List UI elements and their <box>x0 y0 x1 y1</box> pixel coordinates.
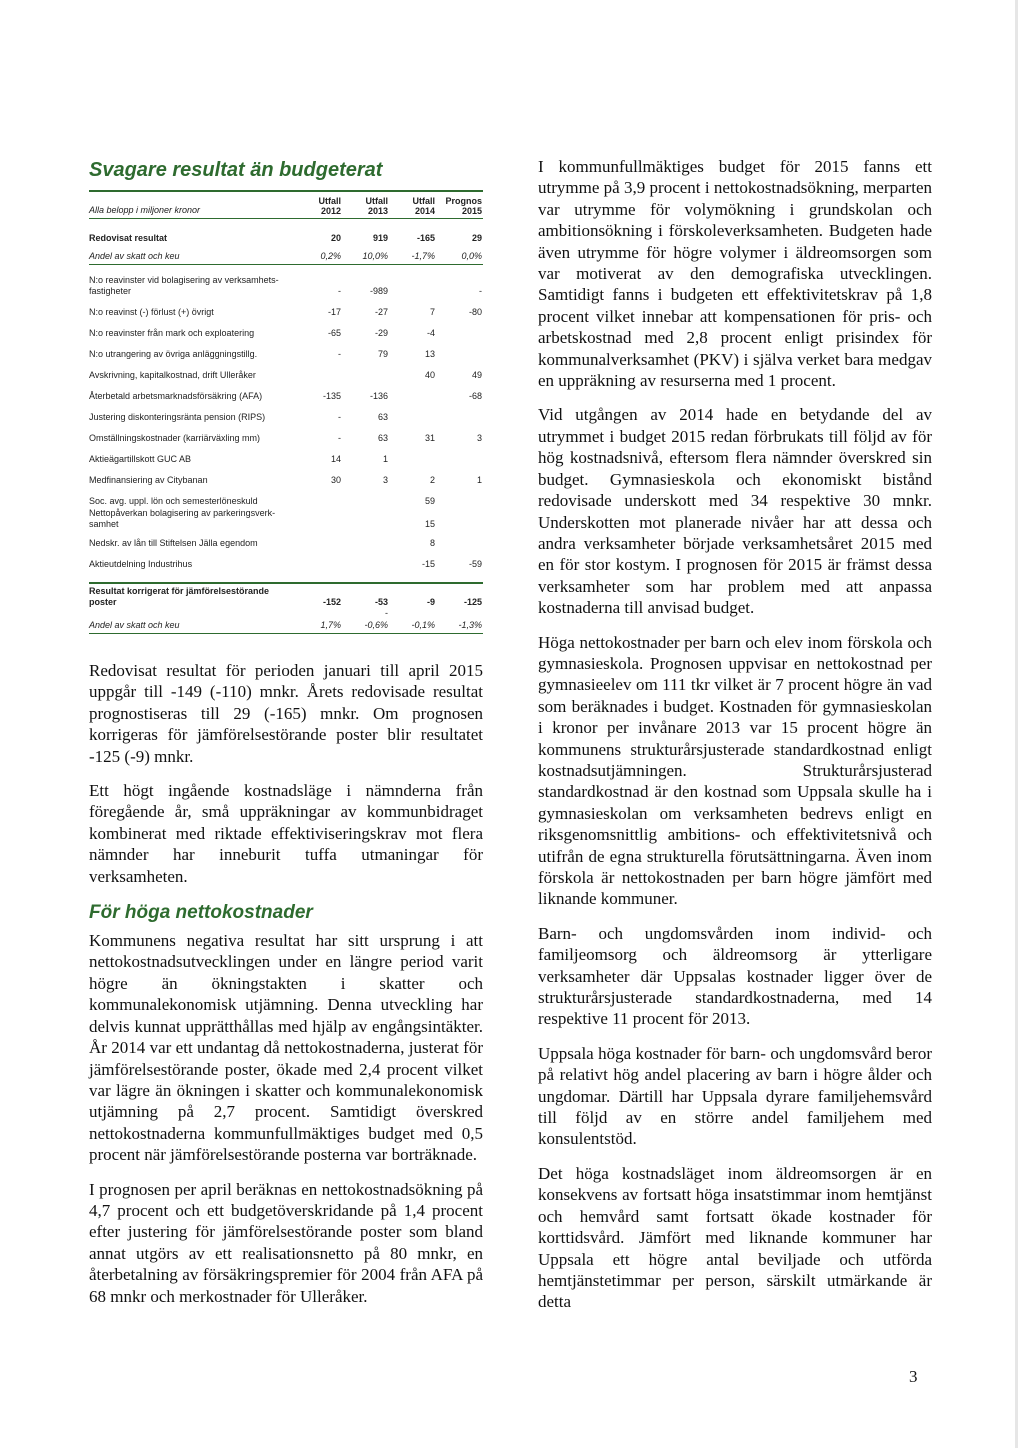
table-row: Avskrivning, kapitalkostnad, drift Ulleråker 40 49 <box>89 370 482 380</box>
table-row: Medfinansiering av Citybanan 30 3 2 1 <box>89 475 482 485</box>
col-header: Utfall 2014 <box>412 196 435 216</box>
table-row: Aktieägartillskott GUC AB 14 1 <box>89 454 388 464</box>
paragraph: Barn- och ungdomsvården inom individ- och familjeomsorg och äldreomsorg är ytterligare verksamheter där Uppsalas kostnader ligger över de strukturårsjusterade standardkostnaderna, med 14 respektive 11 procent för 2013. <box>538 923 932 1029</box>
right-column <box>538 156 932 1326</box>
results-table <box>89 190 483 634</box>
table-row: Andel av skatt och keu 1,7% -0,6% -0,1% -1,3% <box>89 620 483 634</box>
table-row-total: Resultat korrigerat för jämförelsestörande poster -152 -53 -9 -125 <box>89 582 483 608</box>
section-title: För höga nettokostnader <box>89 902 313 924</box>
table-row: N:o reavinst (-) förlust (+) övrigt -17 -27 7 -80 <box>89 307 482 317</box>
paragraph: Uppsala höga kostnader för barn- och ungdomsvård beror på relativt hög andel placering av barn i högre ålder och ungdomar. Därtill har Uppsala dyrare familjehemsvård till följd av en större andel familjehem med konsulentstöd. <box>538 1043 932 1149</box>
table-header <box>89 190 483 219</box>
table-row: N:o utrangering av övriga anläggningstillg. - 79 13 <box>89 349 435 359</box>
paragraph: Höga nettokostnader per barn och elev inom förskola och gymnasieskola. Prognosen uppvisar en nettokostnad per gymnasieelev om 111 tkr vilket är 7 procent högre än vad som beräknades i budget. Kostnaden för gymnasieskolan i kronor per invånare 2013 var 15 procent högre än kommunens strukturårsjusterade standardkostnad enligt kostnadsutjämningen. Strukturårsjusterad standardkostnad är den kostnad som Uppsala skulle ha i gymnasieskolan om verksamheten bedrevs enligt en riksgenomsnittlig ambitions- och effektivitetsnivå och utifrån de egna strukturella förutsättningarna. Även inom förskola är nettokostnaden per barn högre jämfört med liknande kommuner. <box>538 632 932 909</box>
table-row: Soc. avg. uppl. lön och semesterlöneskuld 59 <box>89 496 435 506</box>
paragraph: Kommunens negativa resultat har sitt ursprung i att nettokostnadsutvecklingen under en längre period varit högre än ökningstakten i skatter och kommunalekonomisk utjämning. Denna utveckling har delvis kunnat upprätthållas med hjälp av engångsintäkter. År 2014 var ett undantag då nettokostnaderna, justerat för jämförelsestörande poster, ökade med 2,4 procent vilket var lägre än ökningen i skatter och kommunalekonomisk utjämning på 2,7 procent. Samtidigt överskred nettokostnaderna kommunfullmäktiges budget med 0,5 procent när jämförelsestörande posterna var borträknade. <box>89 931 483 1165</box>
unit-label: Alla belopp i miljoner kronor <box>89 205 201 215</box>
table-row: Justering diskonteringsränta pension (RIPS) - 63 <box>89 412 388 422</box>
page-edge <box>1015 0 1018 1448</box>
table-row: Nedskr. av lån till Stiftelsen Jälla egendom 8 <box>89 538 435 548</box>
figure-title: Svagare resultat än budgeterat <box>89 159 383 181</box>
paragraph: Vid utgången av 2014 hade en betydande del av utrymmet i budget 2015 redan förbrukats till följd av för hög kostnadsnivå, eftersom flera nämnder överskred sin budget. Gymnasieskola och ekonomiskt bistånd redovisade underskott med 34 respektive 30 mnkr. Underskotten mot planerade nivåer har att dessa och andra verksamheter började verksamhetsåret 2015 med en för stor kostym. I prognosen för 2015 är främst dessa verksamheter som har problem med att anpassa kostnaderna till anvisad budget. <box>538 405 932 618</box>
paragraph: I kommunfullmäktiges budget för 2015 fanns ett utrymme på 3,9 procent i nettokostnadsökning, merparten var utrymme för volymökning i grundskolan och ambitionsökning i förskoleverksamheten. Budgeten hade även utrymme för högre volymer i äldreomsorgen som var motiverat av den demografiska utvecklingen. Samtidigt fanns i budgeten ett effektivitetskrav på 1,8 procent vilket innebar att kompensationen för pris- och arbetskostnad med 2,8 procent enligt prisindex för kommunalverksamhet (PKV) i själva verket bara medgav en uppräkning av resurserna med 1 procent. <box>538 157 932 391</box>
left-column <box>89 158 483 1320</box>
page-number: 3 <box>909 1367 918 1386</box>
col-header: Prognos 2015 <box>445 196 482 216</box>
table-row: Redovisat resultat 20 919 -165 29 <box>89 233 482 243</box>
col-header: Utfall 2013 <box>365 196 388 216</box>
paragraph: Redovisat resultat för perioden januari till april 2015 uppgår till -149 (-110) mnkr. Årets redovisade resultat prognostiseras till 29 (-165) mnkr. Om prognosen korrigeras för jämförelsestörande poster blir resultatet -125 (-9) mnkr. <box>89 661 483 766</box>
table-row: Andel av skatt och keu 0,2% 10,0% -1,7% 0,0% <box>89 251 483 265</box>
col-header: Utfall 2012 <box>318 196 341 216</box>
table-row: Nettopåverkan bolagisering av parkeringsverk-samhet 15 <box>89 508 435 529</box>
table-row: Återbetald arbetsmarknadsförsäkring (AFA) -135 -136 -68 <box>89 391 482 401</box>
table-row: Omställningskostnader (karriärväxling mm) - 63 31 3 <box>89 433 482 443</box>
paragraph: Ett högt ingående kostnadsläge i nämnderna från föregående år, små uppräkningar av kommunbidraget kombinerat med riktade effektiviseringskrav mot flera nämnder har inneburit tuffa utmaningar för verksamheten. <box>89 781 483 886</box>
paragraph: Det höga kostnadsläget inom äldreomsorgen är en konsekvens av fortsatt höga insatstimmar inom hemtjänst och hemvård samt fortsatt ökade kostnader för korttidsvård. Jämfört med liknande kommuner har Uppsala ett högre antal beviljade och utförda hemtjänstetimmar per person, särskilt utmärkande är detta <box>538 1163 932 1312</box>
table-row: N:o reavinster från mark och exploatering -65 -29 -4 <box>89 328 435 338</box>
stray-dash-row: - <box>385 608 388 618</box>
paragraph: I prognosen per april beräknas en nettokostnadsökning på 4,7 procent och ett budgetöverskridande på 1,4 procent efter justering för jämförelsestörande poster som bland annat utgörs av ett realisationsnetto på 80 mnkr, en återbetalning av försäkringspremier för 2004 från AFA på 68 mnkr och merkostnader för Ulleråker. <box>89 1179 483 1306</box>
table-row: Aktieutdelning Industrihus -15 -59 <box>89 559 482 569</box>
table-row: N:o reavinster vid bolagisering av verksamhets-fastigheter - -989 - <box>89 275 482 296</box>
